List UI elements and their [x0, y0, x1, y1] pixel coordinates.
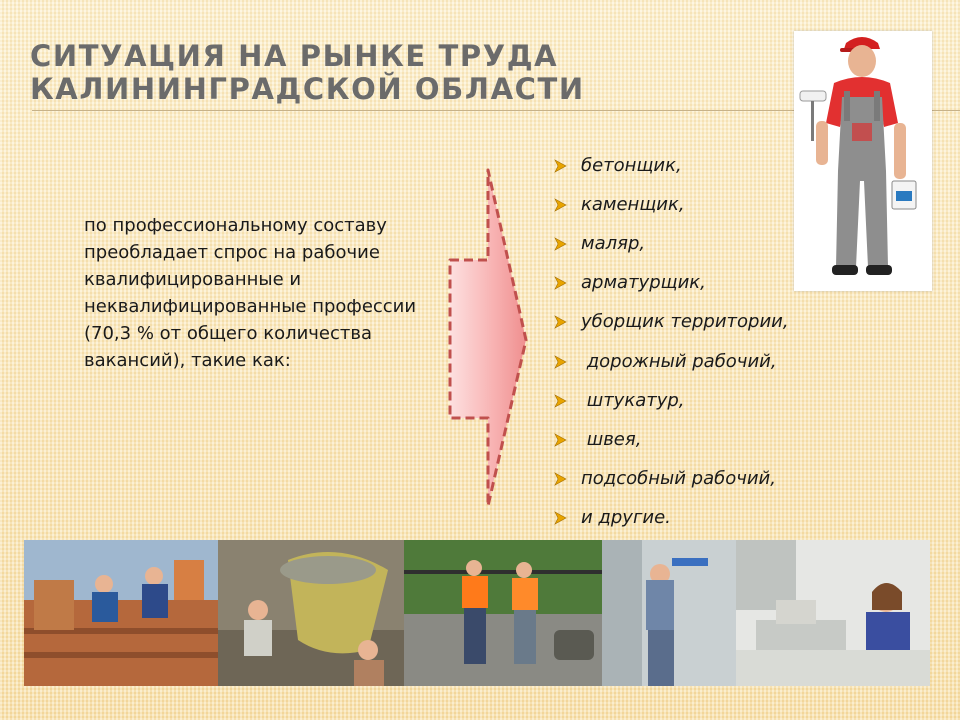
list-item [553, 381, 789, 420]
occupation-label: уборщик территории, [581, 311, 789, 333]
arrowhead-bullet-icon [553, 198, 581, 212]
dashed-right-arrow-icon [440, 160, 540, 520]
list-item [553, 303, 789, 342]
list-item [553, 224, 789, 263]
arrowhead-bullet-icon [553, 315, 581, 329]
painter-figure-image [794, 31, 932, 291]
arrowhead-bullet-icon [553, 276, 581, 290]
slide-title-line-2: КАЛИНИНГРАДСКОЙ ОБЛАСТИ [30, 72, 585, 106]
occupation-label: дорожный рабочий, [581, 350, 777, 372]
occupation-label: каменщик, [581, 193, 685, 215]
occupation-label: и другие. [581, 507, 671, 529]
arrowhead-bullet-icon [553, 472, 581, 486]
intro-text: по профессиональному составу преобладает спрос на рабочие квалифицированные и неквалифицированные профессии (70,3 % от общего количества вакансий), такие как: [84, 215, 417, 371]
list-item [553, 460, 789, 499]
list-item [553, 499, 789, 538]
arrowhead-bullet-icon [553, 159, 581, 173]
slide-title [30, 40, 670, 106]
list-item [553, 185, 789, 224]
photo-strip [24, 540, 930, 686]
bricklayers-photo [24, 540, 218, 686]
list-item [553, 264, 789, 303]
arrowhead-bullet-icon [553, 511, 581, 525]
list-item [553, 420, 789, 459]
seamstress-photo [736, 540, 930, 686]
occupation-label: швея, [581, 428, 642, 450]
list-item [553, 342, 789, 381]
slide-title-line-1: СИТУАЦИЯ НА РЫНКЕ ТРУДА [30, 39, 559, 73]
occupation-label: арматурщик, [581, 272, 706, 294]
occupation-list [553, 146, 789, 538]
arrowhead-bullet-icon [553, 237, 581, 251]
arrowhead-bullet-icon [553, 433, 581, 447]
road-workers-photo [404, 540, 602, 686]
occupation-label: маляр, [581, 232, 646, 254]
list-item [553, 146, 789, 185]
occupation-label: бетонщик, [581, 154, 682, 176]
arrowhead-bullet-icon [553, 394, 581, 408]
concrete-mixer-photo [218, 540, 404, 686]
occupation-label: штукатур, [581, 389, 685, 411]
occupation-label: подсобный рабочий, [581, 468, 776, 490]
plasterer-photo [602, 540, 736, 686]
arrowhead-bullet-icon [553, 355, 581, 369]
